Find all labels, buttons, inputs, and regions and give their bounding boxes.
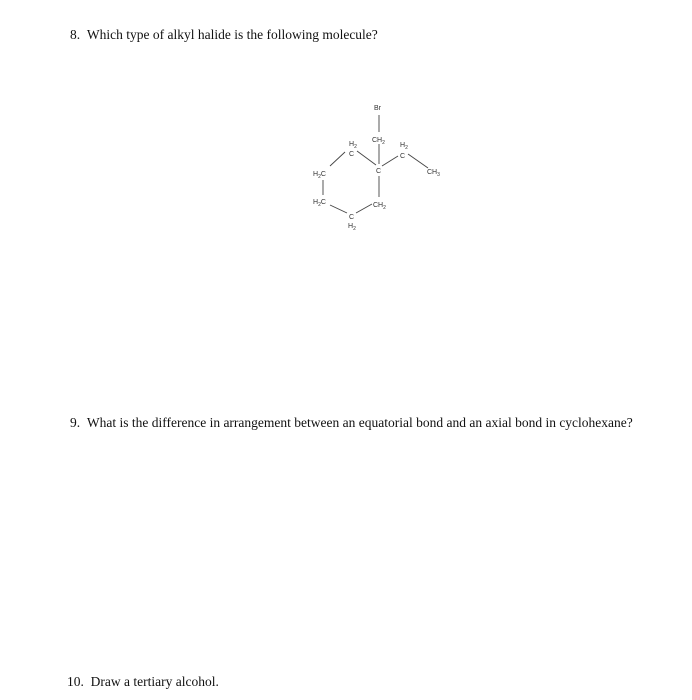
atom-br: Br xyxy=(374,105,381,112)
atom-h2-left: $H_2$ xyxy=(349,141,357,150)
question-9-text: What is the difference in arrangement between an equatorial bond and an axial bond in cyclohexane? xyxy=(86,415,633,430)
atom-c-bottom: C xyxy=(349,214,355,221)
atom-h2c-lower: $H_2C$ xyxy=(313,199,326,208)
bond-cbottom-ch2 xyxy=(356,204,372,213)
atom-h2-bottom: $H_2$ xyxy=(348,223,356,232)
question-10-number: 10. xyxy=(67,674,84,689)
atom-c-left: C xyxy=(349,151,355,158)
atom-ch2-top: $CH_2$ xyxy=(372,137,385,146)
question-8-text: Which type of alkyl halide is the following molecule? xyxy=(86,27,378,42)
atom-h2c-upper: $H_2C$ xyxy=(313,171,326,180)
atom-c-center: C xyxy=(376,168,382,175)
atom-h2-right: $H_2$ xyxy=(400,142,408,151)
bond-h2c-cleft xyxy=(330,152,345,166)
bond-cright-ch3 xyxy=(408,154,428,168)
atom-ch2-lower: $CH_2$ xyxy=(373,202,386,211)
atom-c-right: C xyxy=(400,153,406,160)
question-8-number: 8. xyxy=(70,27,81,42)
question-10-text: Draw a tertiary alcohol. xyxy=(90,674,219,689)
question-10 xyxy=(67,674,219,690)
question-9-number: 9. xyxy=(70,415,81,430)
bond-ccenter-cright xyxy=(382,156,398,166)
molecule-bonds xyxy=(323,115,428,213)
question-9 xyxy=(70,415,633,431)
bond-cleft-ccenter xyxy=(357,151,376,165)
bond-h2c-cbottom xyxy=(330,205,347,213)
atom-ch3: $CH_3$ xyxy=(427,169,440,178)
